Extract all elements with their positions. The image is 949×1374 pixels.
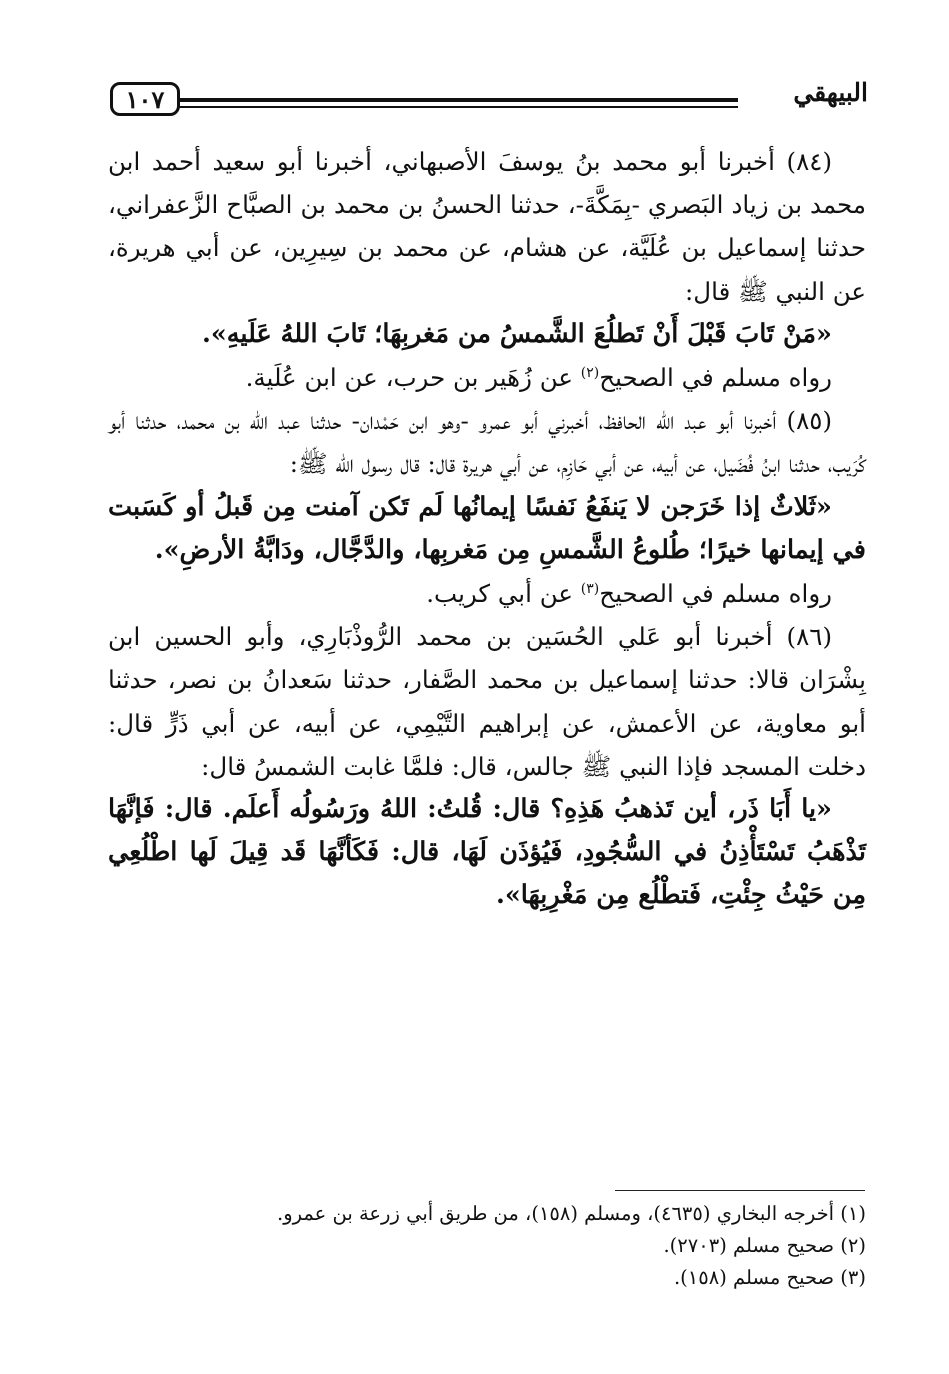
footnote: (١) أخرجه البخاري (٤٦٣٥)، ومسلم (١٥٨)، من طريق أبي زرعة بن عمرو.	[277, 1202, 866, 1225]
narration-text: رواه مسلم في الصحيح	[599, 363, 832, 393]
header-rule	[178, 98, 738, 102]
footnote: (٢) صحيح مسلم (٢٧٠٣).	[663, 1234, 866, 1257]
book-title: البيهقي	[793, 78, 868, 107]
header-rule-thin	[178, 106, 738, 108]
narration-note	[108, 572, 866, 615]
footnote-ref: (٣)	[580, 580, 600, 597]
footnote: (٣) صحيح مسلم (١٥٨).	[673, 1266, 866, 1289]
narration-text: رواه مسلم في الصحيح	[599, 579, 832, 609]
footnote-divider	[615, 1190, 865, 1191]
page-header	[110, 78, 868, 122]
narration-note	[108, 356, 866, 399]
paragraph-85: (٨٥) أخبرنا أبو عبد الله الحافظ، أخبرني أبو عمرو -وهو ابن حَمْدان- حدثنا عبد الله بن محمد، حدثنا أبو كُرَيب، حدثنا ابنُ فُضَيل، عن أبيه، عن أبي حَازِم، عن أبي هريرة قال: قال رسول الله ﷺ:	[108, 406, 866, 479]
footnotes	[108, 1198, 866, 1294]
paragraph-86: (٨٦) أخبرنا أبو عَلي الحُسَين بن محمد الرُّوذْبَارِي، وأبو الحسين ابن بِشْرَان قالا: حدثنا إسماعيل بن محمد الصَّفار، حدثنا سَعدانُ بن نصر، حدثنا أبو معاوية، عن الأعمش، عن إبراهيم التَّيْمِي، عن أبيه، عن أبي ذَرٍّ قال: دخلت المسجد فإذا النبي ﷺ جالس، قال: فلمَّا غابت الشمسُ قال:	[108, 622, 866, 781]
footnote-ref: (٢)	[580, 364, 600, 381]
hadith-text: «ثَلاثٌ إذا خَرَجن لا يَنفَعُ نَفسًا إيمانُها لَم تَكن آمنت مِن قَبلُ أو كَسَبت في إيمانها خيرًا؛ طُلوعُ الشَّمسِ مِن مَغربِها، والدَّجَّال، ودَابَّةُ الأرضِ».	[108, 491, 866, 565]
paragraph-84: (٨٤) أخبرنا أبو محمد بنُ يوسفَ الأصبهاني، أخبرنا أبو سعيد أحمد ابن محمد بن زياد البَصري -بِمَكَّةَ-، حدثنا الحسنُ بن محمد بن الصبَّاح الزَّعفراني، حدثنا إسماعيل بن عُلَيَّة، عن هشام، عن محمد بن سِيرِين، عن أبي هريرة، عن النبي ﷺ قال:	[108, 147, 866, 306]
narration-text: عن أبي كريب.	[426, 579, 573, 609]
narration-text: عن زُهَير بن حرب، عن ابن عُلَية.	[245, 363, 573, 393]
main-text	[108, 140, 866, 918]
hadith-text: «مَنْ تَابَ قَبْلَ أَنْ تَطلُعَ الشَّمسُ من مَغربِهَا؛ تَابَ اللهُ عَلَيهِ».	[201, 318, 832, 349]
hadith-text: «يا أَبَا ذَر، أين تَذهبُ هَذِهِ؟ قال: قُلتُ: اللهُ ورَسُولُه أَعلَم. قال: فَإنَّهَا تَذْهَبُ تَسْتَأْذِنُ في السُّجُودِ، فَيُؤذَن لَهَا، قال: فَكَأنَّهَا قَد قِيلَ لَها اطْلُعِي مِن حَيْثُ جِئْتِ، فَتطْلُع مِن مَغْرِبِهَا».	[108, 794, 866, 911]
page-number: ١٠٧	[110, 82, 180, 116]
